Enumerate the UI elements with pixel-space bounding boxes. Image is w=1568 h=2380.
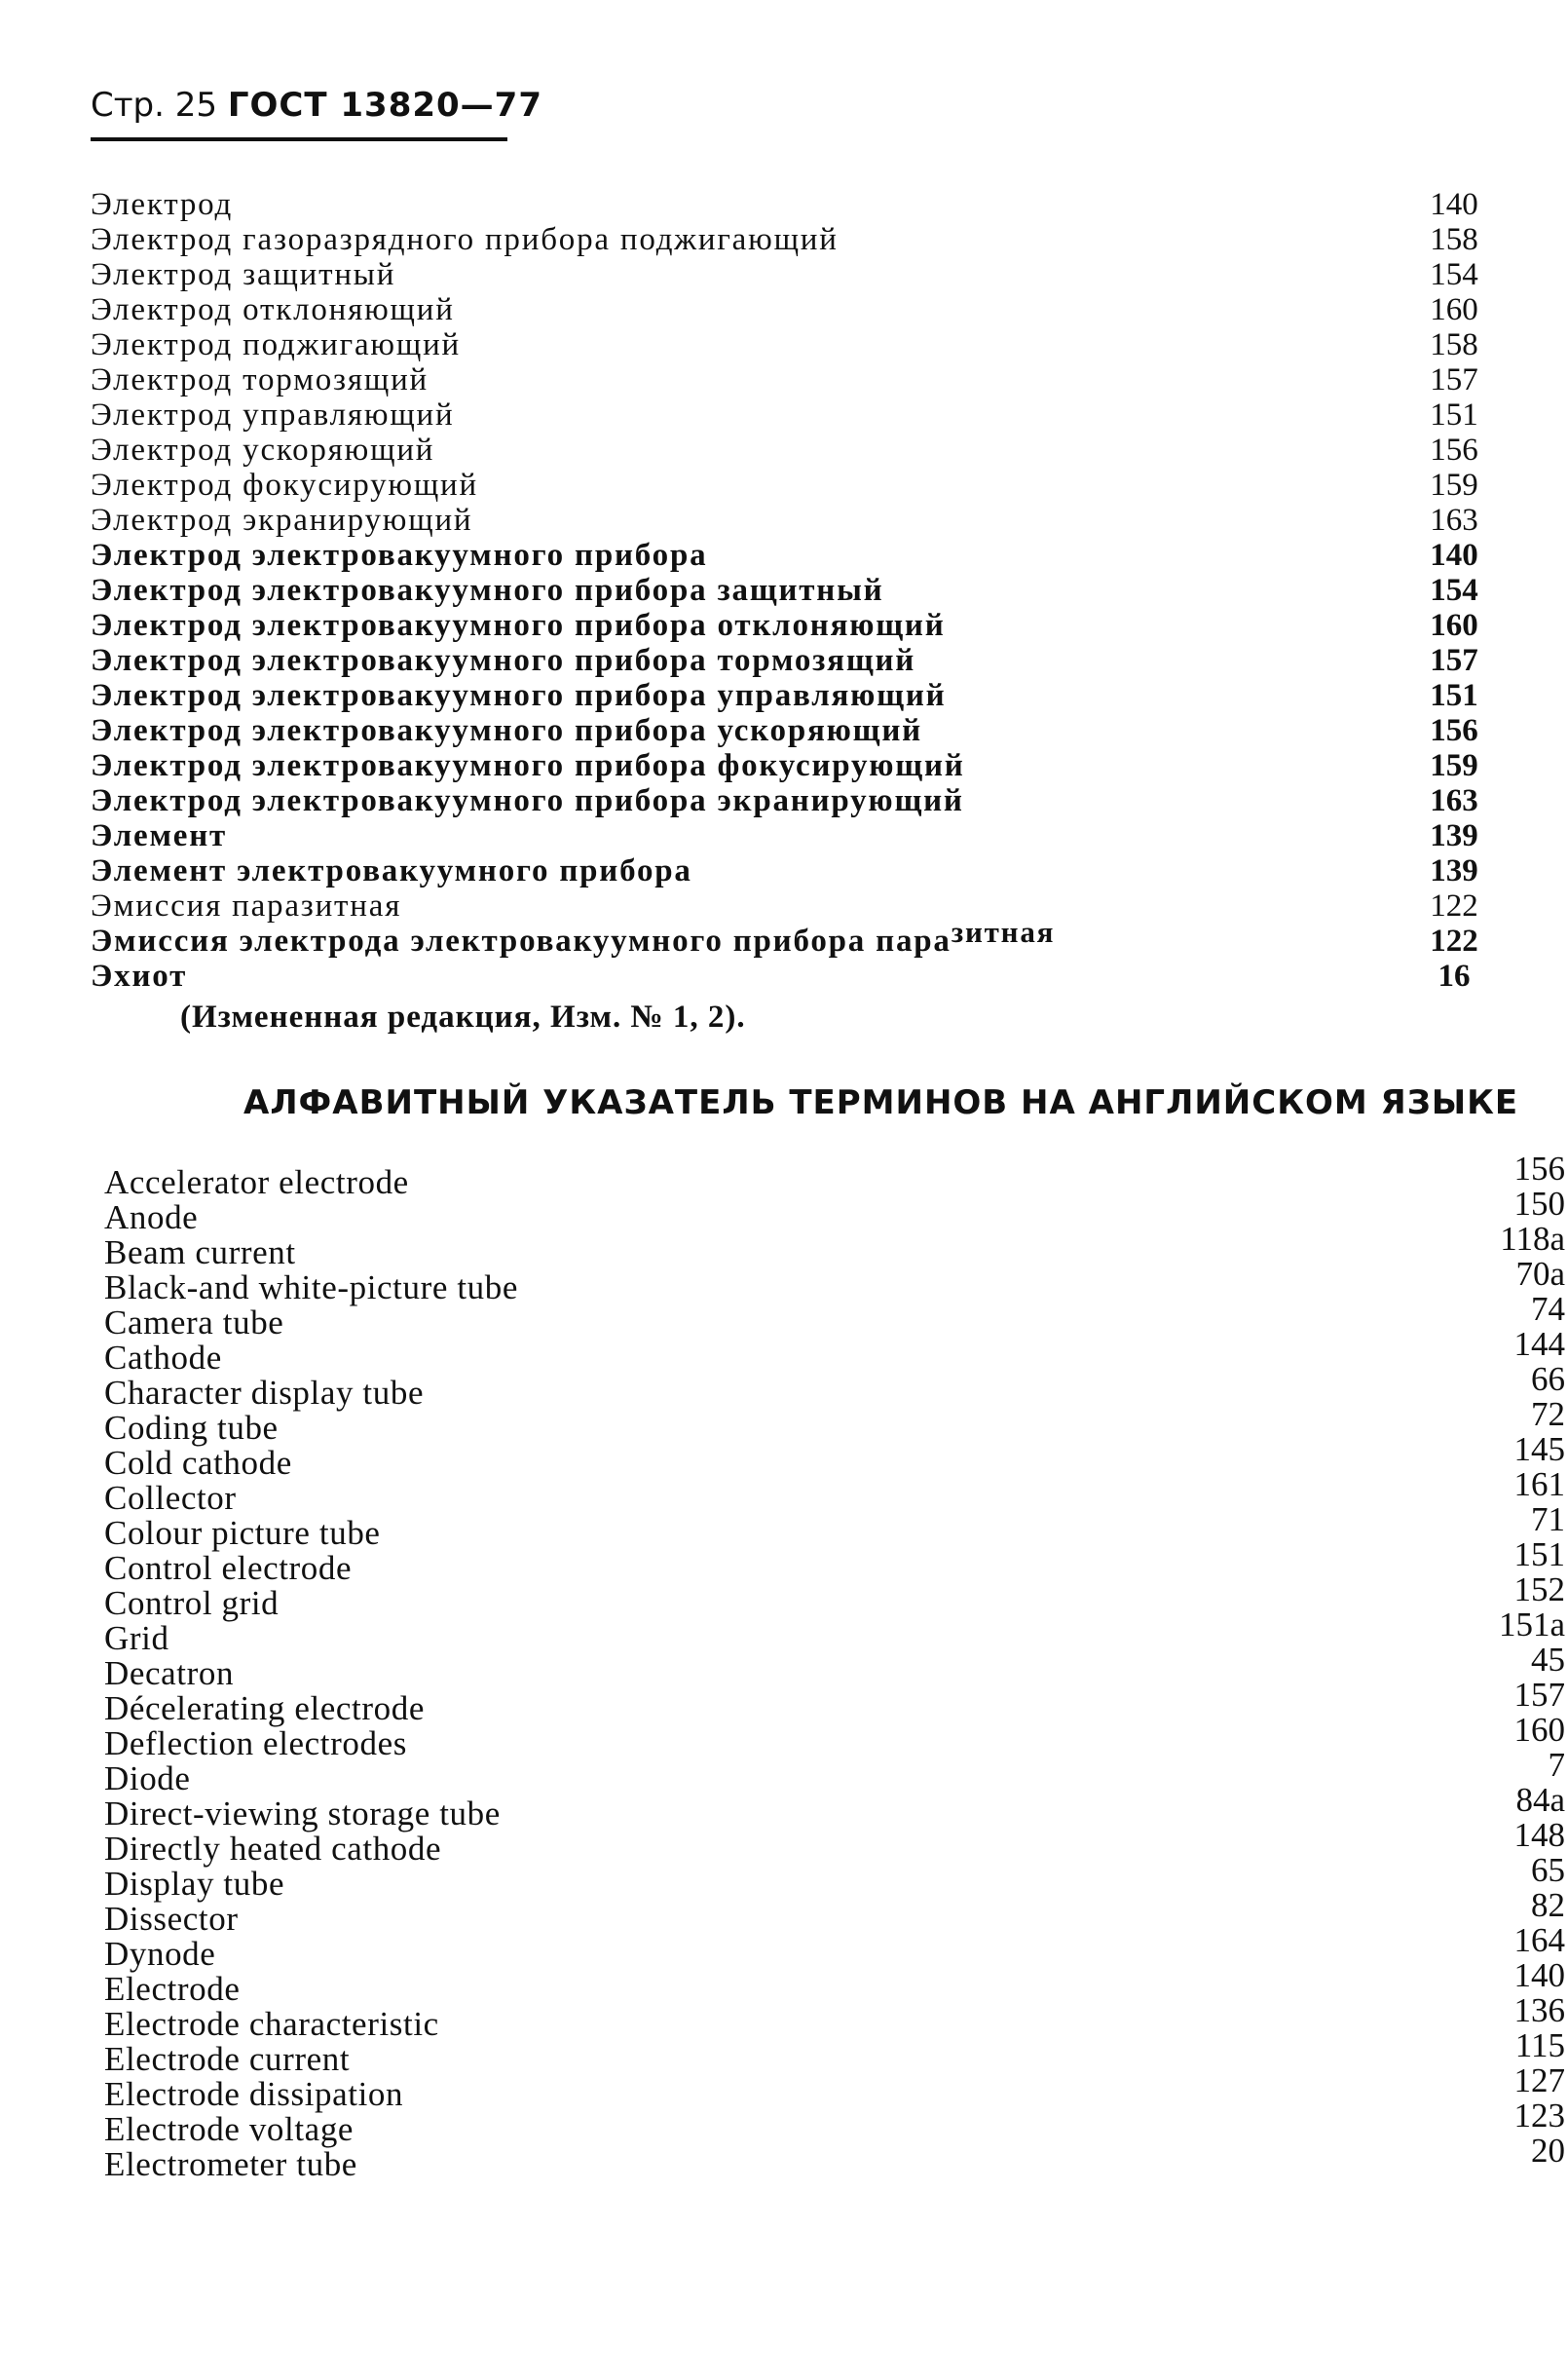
index-term-number: 70a (1515, 1255, 1565, 1293)
russian-index-entry (91, 362, 1478, 397)
russian-index-entry (91, 433, 1478, 468)
index-term (91, 818, 227, 853)
russian-index-entry (91, 468, 1478, 503)
index-term-text: Anode (104, 1198, 199, 1236)
index-term-number: 123 (1513, 2097, 1565, 2134)
index-term-number: 122 (1430, 924, 1478, 959)
index-term (91, 222, 839, 257)
index-term (104, 1341, 222, 1376)
index-term (104, 1305, 283, 1341)
index-term (104, 2042, 350, 2077)
index-term-text: Direct-viewing storage tube (104, 1794, 501, 1832)
russian-index-entry (91, 853, 1478, 888)
english-index-entry (104, 1816, 1565, 1868)
index-term-number: 158 (1430, 222, 1478, 257)
index-term-number: 152 (1513, 1570, 1565, 1608)
index-term-text: Электрод фокусирующий (91, 468, 478, 503)
russian-index-entry (91, 397, 1478, 433)
index-term-number: 156 (1430, 713, 1478, 748)
amendment-note: (Измененная редакция, Изм. № 1, 2). (180, 1000, 746, 1035)
russian-index-entry (91, 327, 1478, 362)
english-index-entry (104, 1500, 1565, 1552)
index-term-text: Beam current (104, 1233, 296, 1271)
index-term-text: Deflection electrodes (104, 1724, 407, 1762)
russian-term-index (91, 187, 1478, 994)
header-rule (91, 137, 507, 141)
index-term-number: 151 (1430, 397, 1478, 433)
index-term-raised-text: зитная (951, 915, 1056, 949)
english-index-entry (104, 1676, 1565, 1727)
index-term-number: 159 (1430, 468, 1478, 503)
index-term (91, 503, 472, 538)
russian-index-entry (91, 888, 1478, 924)
index-term-text: Электрод поджигающий (91, 327, 462, 362)
index-term-text: Электрод электровакуумного прибора управляющий (91, 678, 947, 713)
index-term-text: Электрод электровакуумного прибора ускоряющий (91, 713, 922, 748)
index-term (91, 915, 1056, 959)
index-term (104, 1972, 241, 2007)
index-term-number: 140 (1513, 1956, 1565, 1994)
index-term-number: 160 (1430, 608, 1478, 643)
index-term-number: 136 (1513, 1991, 1565, 2029)
index-term (91, 853, 692, 888)
index-term (104, 1376, 424, 1411)
index-term-number: 158 (1430, 327, 1478, 362)
index-term-number: 151 (1513, 1535, 1565, 1573)
index-term (91, 888, 401, 924)
english-index-entry (104, 2132, 1565, 2183)
index-term-text: Электрод тормозящий (91, 362, 429, 397)
index-term-number: 157 (1430, 643, 1478, 678)
index-term-text: Control grid (104, 1584, 280, 1622)
index-term (104, 1270, 518, 1305)
index-term-number: 156 (1513, 1150, 1565, 1188)
index-term (104, 1165, 409, 1200)
index-term (91, 397, 454, 433)
index-term (104, 1551, 352, 1586)
index-term-text: Электрод электровакуумного прибора тормозящий (91, 643, 916, 678)
index-term-text: Decatron (104, 1654, 235, 1692)
index-term-number: 74 (1531, 1290, 1565, 1328)
index-term (104, 1691, 425, 1726)
english-index-entry (104, 1641, 1565, 1692)
index-term (91, 468, 478, 503)
russian-index-entry (91, 783, 1478, 818)
english-index-entry (104, 1851, 1565, 1903)
russian-index-entry (91, 187, 1478, 222)
index-term (104, 1516, 381, 1551)
index-term-number: 84a (1515, 1781, 1565, 1819)
russian-index-entry (91, 257, 1478, 292)
index-term (104, 2077, 403, 2112)
index-term-text: Элемент (91, 818, 228, 853)
russian-index-entry (91, 713, 1478, 748)
english-index-entry (104, 2097, 1565, 2148)
russian-index-entry (91, 222, 1478, 257)
index-term (104, 1200, 198, 1235)
russian-index-entry (91, 915, 1478, 959)
index-term-number: 20 (1531, 2132, 1565, 2170)
index-term (104, 1937, 215, 1972)
russian-index-entry (91, 503, 1478, 538)
index-term-text: Dissector (104, 1900, 239, 1938)
index-term-text: Display tube (104, 1865, 285, 1903)
index-term (104, 1867, 284, 1902)
index-term-text: Accelerator electrode (104, 1163, 409, 1201)
index-term (91, 257, 395, 292)
index-term-number: 159 (1430, 748, 1478, 783)
english-index-entry (104, 1255, 1565, 1306)
index-term (104, 1796, 501, 1832)
section-title: АЛФАВИТНЫЙ УКАЗАТЕЛЬ ТЕРМИНОВ НА АНГЛИЙСКОМ ЯЗЫКЕ (243, 1083, 1519, 1122)
index-term-number: 72 (1531, 1395, 1565, 1433)
english-index-entry (104, 2061, 1565, 2113)
index-term (91, 959, 187, 994)
index-term-number: 156 (1430, 433, 1478, 468)
index-term-number: 115 (1514, 2026, 1565, 2064)
index-term-text: Electrometer tube (104, 2145, 357, 2183)
index-term-number: 65 (1531, 1851, 1565, 1889)
index-term-text: Electrode current (104, 2040, 351, 2078)
index-term-number: 7 (1548, 1746, 1565, 1784)
english-term-index (104, 1150, 1565, 2183)
index-term-text: Character display tube (104, 1374, 425, 1412)
english-index-entry (104, 1150, 1565, 1201)
index-term-text: Diode (104, 1759, 191, 1797)
english-index-entry (104, 1465, 1565, 1517)
english-index-entry (104, 1606, 1565, 1657)
index-term (104, 1411, 279, 1446)
index-term-text: Black-and white-picture tube (104, 1268, 518, 1306)
russian-index-entry (91, 678, 1478, 713)
english-index-entry (104, 2026, 1565, 2078)
index-term (91, 362, 429, 397)
index-term-number: 140 (1430, 187, 1478, 222)
english-index-entry (104, 1991, 1565, 2043)
index-term-number: 160 (1430, 292, 1478, 327)
index-term-text: Control electrode (104, 1549, 353, 1587)
index-term (91, 678, 946, 713)
index-term (104, 1586, 279, 1621)
index-term-text: Directly heated cathode (104, 1830, 442, 1868)
russian-index-entry (91, 748, 1478, 783)
index-term (91, 538, 707, 573)
index-term-number: 150 (1513, 1185, 1565, 1223)
index-term-text: Эхиот (91, 959, 188, 994)
english-index-entry (104, 1430, 1565, 1482)
index-term-number: 144 (1513, 1325, 1565, 1363)
index-term (104, 1621, 169, 1656)
index-term-text: Электрод отклоняющий (91, 292, 455, 327)
english-index-entry (104, 1395, 1565, 1447)
page-header (91, 86, 542, 125)
index-term (91, 433, 434, 468)
index-term-number: 157 (1513, 1676, 1565, 1714)
index-term (91, 608, 946, 643)
index-term-text: Электрод управляющий (91, 397, 455, 433)
index-term (91, 748, 965, 783)
index-term-number: 127 (1513, 2061, 1565, 2099)
index-term (104, 1832, 441, 1867)
index-term-text: Electrode characteristic (104, 2005, 439, 2043)
index-term (91, 643, 915, 678)
index-term-text: Электрод электровакуумного прибора защитный (91, 573, 884, 608)
english-index-entry (104, 1360, 1565, 1412)
russian-index-entry (91, 292, 1478, 327)
english-index-entry (104, 1185, 1565, 1236)
index-term-number: 45 (1531, 1641, 1565, 1679)
index-term-number: 139 (1430, 853, 1478, 888)
index-term-text: Эмиссия паразитная (91, 888, 402, 924)
index-term-number: 164 (1513, 1921, 1565, 1959)
index-term-number: 163 (1430, 503, 1478, 538)
index-term-text: Электрод электровакуумного прибора отклоняющий (91, 608, 946, 643)
index-term-number: 160 (1513, 1711, 1565, 1749)
index-term-number: 118a (1500, 1220, 1565, 1258)
index-term-number: 163 (1430, 783, 1478, 818)
english-index-entry (104, 1535, 1565, 1587)
index-term-text: Coding tube (104, 1409, 279, 1447)
index-term-text: Эмиссия электрода электровакуумного прибора пара (91, 924, 952, 959)
index-term-number: 154 (1430, 257, 1478, 292)
index-term-number: 145 (1513, 1430, 1565, 1468)
index-term (104, 2112, 354, 2147)
russian-index-entry (91, 608, 1478, 643)
index-term (91, 573, 884, 608)
index-term-text: Электрод электровакуумного прибора фокусирующий (91, 748, 965, 783)
index-term-text: Электрод ускоряющий (91, 433, 435, 468)
russian-index-entry (91, 573, 1478, 608)
english-index-entry (104, 1886, 1565, 1938)
english-index-entry (104, 1570, 1565, 1622)
index-term-number: 140 (1430, 538, 1478, 573)
index-term (104, 2147, 357, 2182)
index-term-number: 161 (1513, 1465, 1565, 1503)
index-term-text: Элемент электровакуумного прибора (91, 853, 692, 888)
index-term-number: 66 (1531, 1360, 1565, 1398)
english-index-entry (104, 1711, 1565, 1762)
index-term-number: 151a (1498, 1606, 1565, 1643)
index-term (104, 1481, 237, 1516)
russian-index-entry (91, 959, 1471, 994)
english-index-entry (104, 1781, 1565, 1832)
index-term-text: Электрод электровакуумного прибора (91, 538, 708, 573)
index-term-number: 148 (1513, 1816, 1565, 1854)
english-index-entry (104, 1956, 1565, 2008)
russian-index-entry (91, 818, 1478, 853)
index-term-text: Electrode voltage (104, 2110, 355, 2148)
english-index-entry (104, 1921, 1565, 1973)
index-term-text: Электрод электровакуумного прибора экранирующий (91, 783, 964, 818)
index-term-text: Электрод (91, 187, 234, 222)
index-term (104, 1726, 407, 1761)
index-term (91, 713, 922, 748)
index-term-number: 71 (1531, 1500, 1565, 1538)
index-term-text: Colour picture tube (104, 1514, 381, 1552)
index-term-text: Cathode (104, 1339, 222, 1377)
index-term-text: Décelerating electrode (104, 1689, 425, 1727)
russian-index-entry (91, 643, 1478, 678)
russian-index-entry (91, 538, 1478, 573)
index-term-text: Электрод экранирующий (91, 503, 473, 538)
index-term-number: 157 (1430, 362, 1478, 397)
index-term-number: 122 (1430, 888, 1478, 924)
index-term (91, 292, 455, 327)
index-term (104, 1235, 296, 1270)
english-index-entry (104, 1746, 1565, 1797)
index-term-number: 82 (1531, 1886, 1565, 1924)
index-term-text: Electrode dissipation (104, 2075, 404, 2113)
index-term (91, 783, 964, 818)
index-term-text: Электрод газоразрядного прибора поджигающий (91, 222, 839, 257)
index-term-text: Электрод защитный (91, 257, 396, 292)
index-term (91, 327, 461, 362)
index-term-text: Camera tube (104, 1303, 284, 1341)
page-label: Стр. 25 (91, 86, 218, 125)
index-term-number: 139 (1430, 818, 1478, 853)
index-term-number: 151 (1430, 678, 1478, 713)
index-term (104, 2007, 439, 2042)
index-term (104, 1446, 292, 1481)
index-term (104, 1902, 239, 1937)
index-term-text: Electrode (104, 1970, 241, 2008)
english-index-entry (104, 1325, 1565, 1377)
index-term-text: Dynode (104, 1935, 216, 1973)
index-term (104, 1761, 191, 1796)
index-term (91, 187, 233, 222)
english-index-entry (104, 1290, 1565, 1341)
index-term (104, 1656, 234, 1691)
index-term-text: Cold cathode (104, 1444, 292, 1482)
english-index-entry (104, 1220, 1565, 1271)
gost-number: ГОСТ 13820—77 (227, 86, 542, 125)
index-term-number: 154 (1430, 573, 1478, 608)
index-term-text: Collector (104, 1479, 237, 1517)
index-term-text: Grid (104, 1619, 169, 1657)
index-term-number: 16 (1437, 959, 1471, 994)
